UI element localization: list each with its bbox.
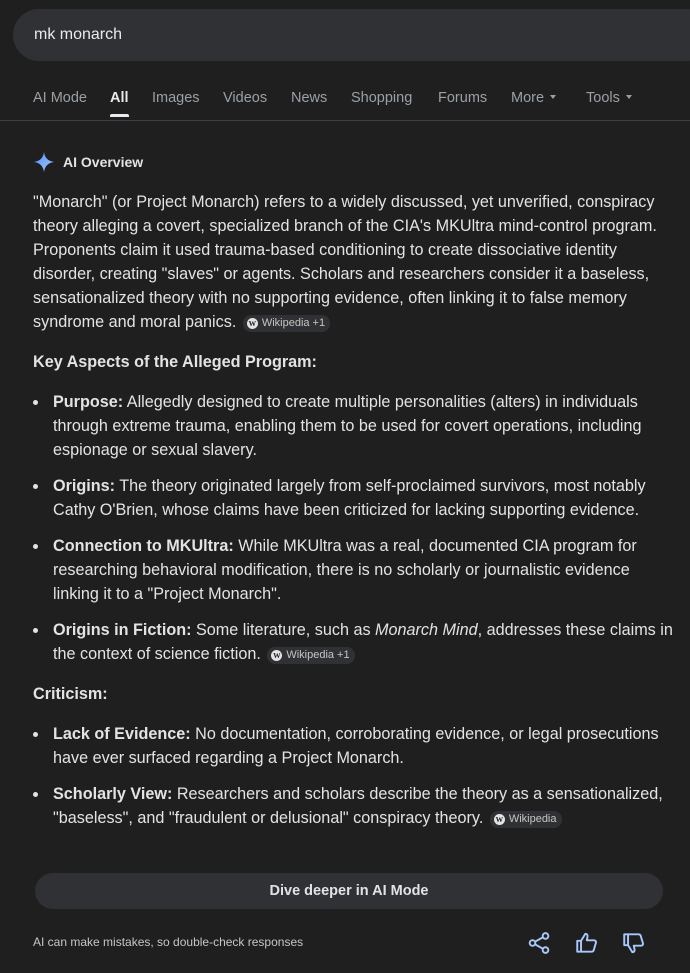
list-item-term: Origins in Fiction: (53, 621, 192, 639)
list-item-text: , addresses these claims in the context of science fiction. (53, 621, 673, 663)
wikipedia-icon: W (495, 815, 504, 824)
source-label: Wikipedia (286, 649, 335, 661)
tab-tools[interactable] (586, 90, 632, 106)
source-extra: +1 (312, 317, 326, 329)
source-chip[interactable] (243, 315, 330, 332)
wikipedia-icon: W (248, 319, 257, 328)
search-input[interactable] (13, 9, 690, 61)
tab-forums[interactable] (438, 90, 487, 106)
source-chip[interactable] (267, 647, 354, 664)
section-heading: Criticism: (33, 685, 108, 703)
list-item (33, 390, 673, 462)
list-item (33, 474, 673, 522)
list-item-term: Purpose: (53, 393, 124, 411)
list-item-text: No documentation, corroborating evidence, or legal prosecutions have ever surfaced regarding a Project Monarch. (53, 725, 659, 767)
source-label: Wikipedia (508, 813, 557, 825)
tab-label: Images (152, 90, 200, 106)
tab-more[interactable] (511, 90, 556, 106)
active-tab-indicator (110, 114, 129, 117)
tab-label: Videos (223, 90, 268, 106)
tab-label: News (291, 90, 328, 106)
thumbs-up-icon[interactable] (574, 930, 600, 956)
search-tabs (0, 80, 690, 121)
tab-label: More (511, 90, 545, 106)
list-item (33, 782, 673, 830)
tab-label: Forums (438, 90, 488, 106)
wikipedia-icon: W (273, 651, 281, 660)
list-item-text: Allegedly designed to create multiple personalities (alters) in individuals through extreme trauma, enabling them to be used for covert operations, including espionage or sexual slavery. (53, 393, 642, 459)
tab-label: Shopping (351, 90, 413, 106)
sparkle-icon (33, 151, 55, 173)
list-item-text: Researchers and scholars describe the theory as a sensationalized, "baseless", and "fraudulent or delusional" conspiracy theory. (53, 785, 663, 827)
dive-deeper-label: Dive deeper in AI Mode (269, 883, 429, 899)
list-item-term: Scholarly View: (53, 785, 173, 803)
tab-label: All (110, 90, 129, 106)
source-extra: +1 (337, 649, 350, 661)
ai-overview-title: AI Overview (63, 154, 144, 170)
search-query[interactable]: mk monarch (34, 26, 123, 43)
tab-label: Tools (586, 90, 620, 106)
list-item-text: While MKUltra was a real, documented CIA program for researching behavioral modification, there is no scholarly or journalistic evidence linking it to a "Project Monarch". (53, 537, 637, 603)
list-item (33, 618, 673, 666)
tab-images[interactable] (152, 90, 200, 106)
disclaimer-text: AI can make mistakes, so double-check responses (33, 935, 304, 949)
list-item-term: Connection to MKUltra: (53, 537, 234, 555)
thumbs-down-icon[interactable] (621, 930, 647, 956)
source-chip[interactable] (490, 811, 562, 828)
book-title: Monarch Mind (375, 621, 478, 639)
ai-overview-header (33, 151, 143, 173)
ai-overview-content (33, 190, 673, 830)
intro-paragraph (33, 190, 673, 334)
list-item-text: Some literature, such as (191, 621, 376, 639)
chevron-down-icon (626, 95, 632, 99)
tab-shopping[interactable] (351, 90, 412, 106)
list-item (33, 722, 673, 770)
list-item (33, 534, 673, 606)
tab-all[interactable] (110, 90, 129, 106)
share-icon[interactable] (526, 930, 552, 956)
list-item-text: The theory originated largely from self-proclaimed survivors, most notably Cathy O'Brien, whose claims have been criticized for lacking supporting evidence. (53, 477, 646, 519)
criticism-list (33, 722, 673, 830)
list-item-term: Lack of Evidence: (53, 725, 191, 743)
chevron-down-icon (550, 95, 556, 99)
tab-ai-mode[interactable] (33, 90, 87, 106)
dive-deeper-button[interactable] (35, 873, 663, 909)
tab-videos[interactable] (223, 90, 267, 106)
list-item-term: Origins: (53, 477, 116, 495)
key-aspects-list (33, 390, 673, 666)
section-heading: Key Aspects of the Alleged Program: (33, 353, 317, 371)
intro-text: "Monarch" (or Project Monarch) refers to a widely discussed, yet unverified, conspiracy theory alleging a covert, specialized branch of the CIA's MKUltra mind-control program. Proponents claim it used trauma-based conditioning to create dissociative identity disorder, creating "slaves" or agents. Scholars and researchers consider it a baseless, sensationalized theory with no supporting evidence, often linking it to false memory syndrome and moral panics. (33, 193, 657, 331)
tab-news[interactable] (291, 90, 327, 106)
tab-label: AI Mode (33, 90, 87, 106)
source-label: Wikipedia (261, 317, 310, 329)
